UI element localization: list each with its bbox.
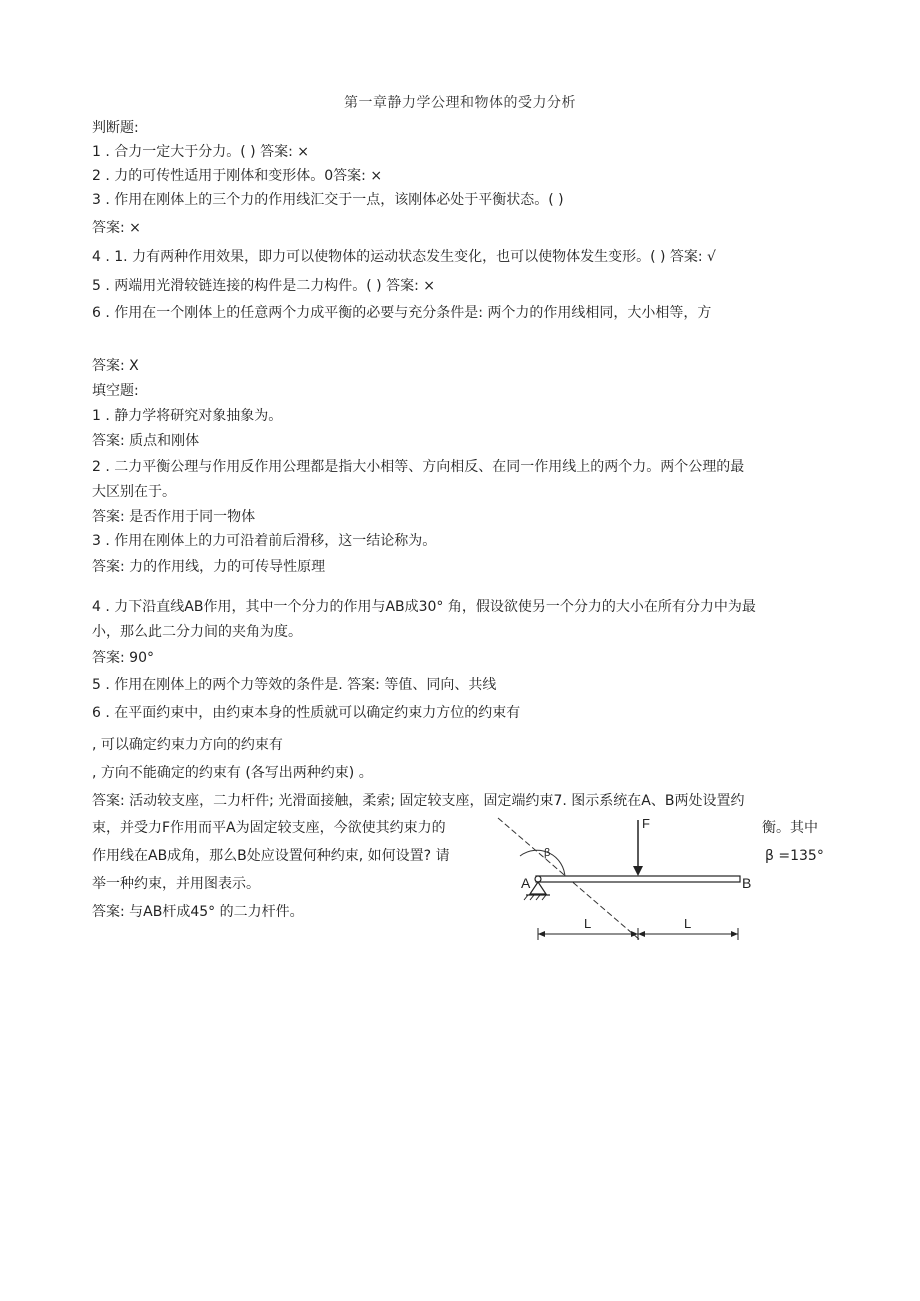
section-heading-fill: 填空题: bbox=[92, 383, 139, 399]
answer-line: 答案: 质点和刚体 bbox=[92, 433, 200, 449]
question-line: 束，并受力F作用而平A为固定较支座，今欲使其约束力的 bbox=[92, 820, 446, 836]
question-line: 4 . 力下沿直线AB作用，其中一个分力的作用与AB成30° 角，假设欲使另一个分力的大小在所有分力中为最 bbox=[92, 599, 756, 615]
question-line: 4 . 1. 力有两种作用效果，即力可以使物体的运动状态发生变化，也可以使物体发生变形。( ) 答案: √ bbox=[92, 249, 716, 265]
question-line: 1 . 合力一定大于分力。( ) 答案: × bbox=[92, 144, 309, 160]
point-a-label: A bbox=[521, 875, 531, 891]
answer-line: 答案: 活动较支座，二力杆件; 光滑面接触，柔索; 固定较支座，固定端约束7. 图示系统在A、B两处设置约 bbox=[92, 793, 745, 809]
dimension-arrowhead bbox=[538, 931, 545, 937]
continuation-text: 衡。其中 bbox=[762, 820, 818, 836]
beam-diagram bbox=[490, 808, 760, 950]
question-line: 6 . 在平面约束中，由约束本身的性质就可以确定约束力方位的约束有 bbox=[92, 705, 521, 721]
question-line: 小，那么此二分力间的夹角为度。 bbox=[92, 624, 302, 640]
question-line: , 方向不能确定的约束有 (各写出两种约束) 。 bbox=[92, 765, 373, 781]
answer-line: 答案: 力的作用线，力的可传导性原理 bbox=[92, 559, 326, 575]
beta-label: β bbox=[544, 847, 551, 859]
beta-angle-arc bbox=[520, 850, 565, 878]
question-line: 2 . 二力平衡公理与作用反作用公理都是指大小相等、方向相反、在同一作用线上的两个力。两个公理的最 bbox=[92, 459, 745, 475]
ground-hatch bbox=[536, 895, 540, 900]
question-line: 5 . 作用在刚体上的两个力等效的条件是. 答案: 等值、同向、共线 bbox=[92, 677, 497, 693]
dimension-arrowhead bbox=[638, 931, 645, 937]
dimension-arrowhead bbox=[631, 931, 638, 937]
answer-line: 答案: 90° bbox=[92, 650, 154, 666]
ground-hatch bbox=[524, 895, 528, 900]
beta-value-text: β =135° bbox=[765, 848, 824, 864]
support-triangle bbox=[530, 882, 546, 894]
question-line: 举一种约束，并用图表示。 bbox=[92, 876, 260, 892]
force-arrow-head bbox=[633, 866, 643, 876]
question-line: 6 . 作用在一个刚体上的任意两个力成平衡的必要与充分条件是: 两个力的作用线相同，大小相等，方 bbox=[92, 305, 712, 321]
question-line: 1 . 静力学将研究对象抽象为。 bbox=[92, 408, 283, 424]
ground-hatch bbox=[530, 895, 534, 900]
question-line: 5 . 两端用光滑较链连接的构件是二力构件。( ) 答案: × bbox=[92, 278, 435, 294]
span-label: L bbox=[584, 916, 592, 931]
beam-ab bbox=[536, 876, 740, 882]
question-line: 3 . 作用在刚体上的三个力的作用线汇交于一点，该刚体必处于平衡状态。( ) bbox=[92, 192, 564, 208]
span-label: L bbox=[684, 916, 692, 931]
question-line: 2 . 力的可传性适用于刚体和变形体。0答案: × bbox=[92, 168, 383, 184]
force-label: F bbox=[642, 816, 650, 831]
dimension-arrowhead bbox=[731, 931, 738, 937]
point-b-label: B bbox=[742, 875, 752, 891]
question-line: 作用线在AB成角，那么B处应设置何种约束, 如何设置? 请 bbox=[92, 848, 450, 864]
answer-line: 答案: × bbox=[92, 220, 141, 236]
question-line: 3 . 作用在刚体上的力可沿着前后滑移，这一结论称为。 bbox=[92, 533, 437, 549]
question-line: 大区别在于。 bbox=[92, 484, 176, 500]
answer-line: 答案: 是否作用于同一物体 bbox=[92, 509, 256, 525]
answer-line: 答案: 与AB杆成45° 的二力杆件。 bbox=[92, 904, 304, 920]
section-heading-judgment: 判断题: bbox=[92, 120, 139, 136]
answer-line: 答案: X bbox=[92, 358, 139, 374]
page-title: 第一章静力学公理和物体的受力分析 bbox=[344, 95, 576, 111]
question-line: , 可以确定约束力方向的约束有 bbox=[92, 737, 283, 753]
ground-hatch bbox=[542, 895, 546, 900]
